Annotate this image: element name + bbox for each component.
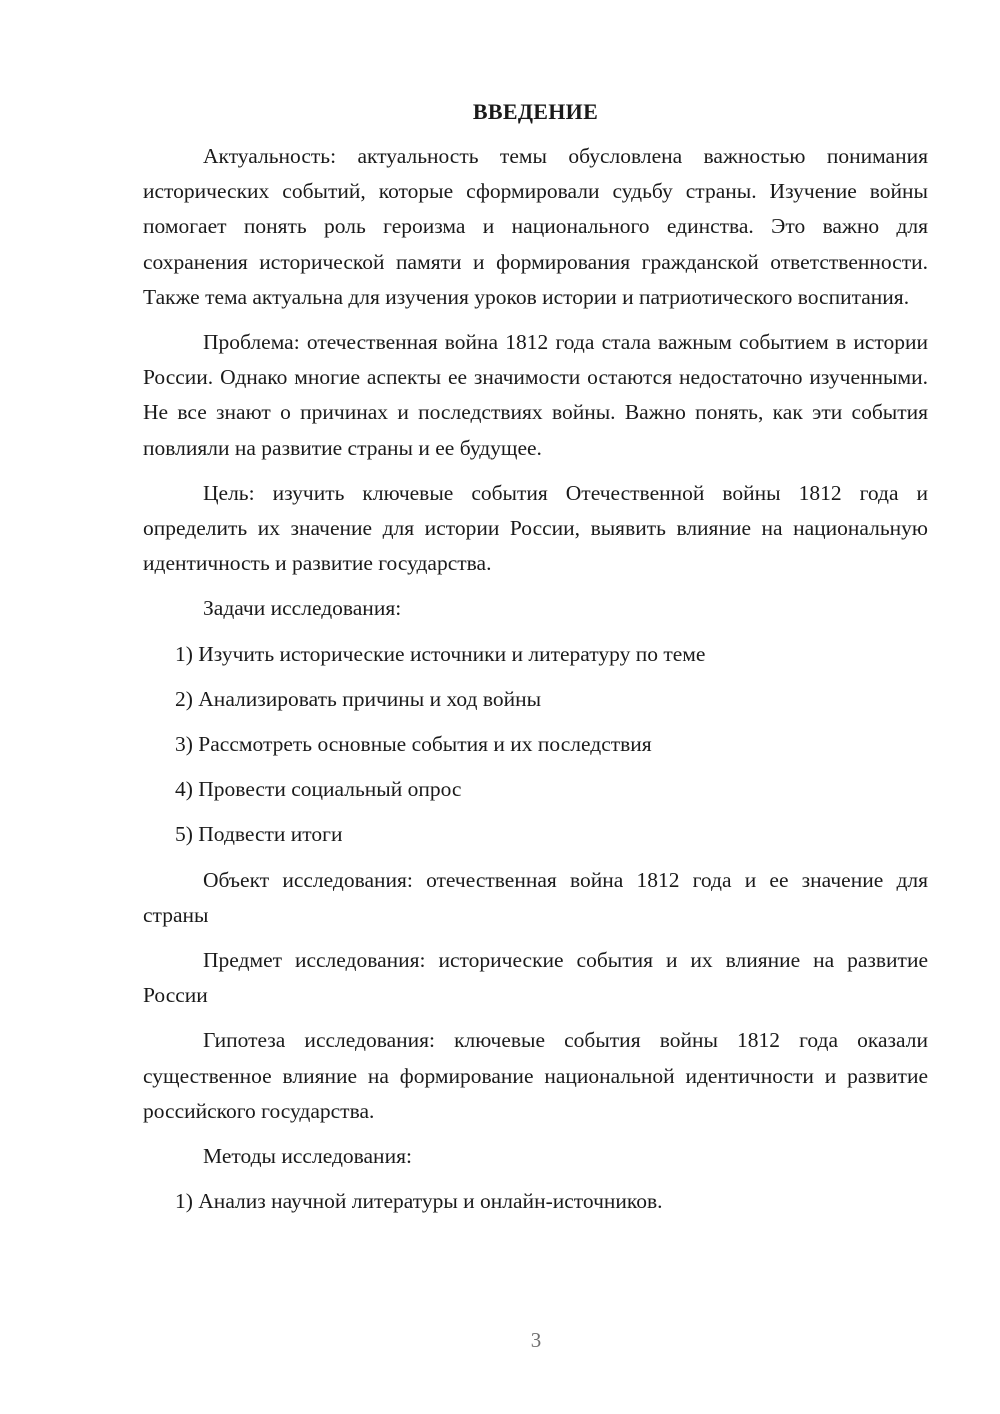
list-item: 3) Рассмотреть основные события и их последствия <box>175 732 652 757</box>
list-item: 5) Подвести итоги <box>175 822 343 847</box>
paragraph-hypothesis: Гипотеза исследования: ключевые события войны 1812 года оказали существенное влияние на формирование национальной идентичности и развитие российского государства. <box>143 1028 928 1123</box>
tasks-heading: Задачи исследования: <box>203 596 402 621</box>
list-item: 2) Анализировать причины и ход войны <box>175 686 542 711</box>
list-item: 1) Изучить исторические источники и литературу по теме <box>175 641 706 666</box>
paragraph-subject: Предмет исследования: исторические события и их влияние на развитие России <box>143 948 928 1008</box>
methods-list <box>143 1184 928 1219</box>
paragraph-goal: Цель: изучить ключевые события Отечественной войны 1812 года и определить их значение для истории России, выявить влияние на национальную идентичность и развитие государства. <box>143 480 928 576</box>
page-number: 3 <box>530 1328 542 1352</box>
list-item: 4) Провести социальный опрос <box>175 777 462 802</box>
paragraph-object: Объект исследования: отечественная война 1812 года и ее значение для страны <box>143 867 928 927</box>
paragraph-problem: Проблема: отечественная война 1812 года стала важным событием в истории России. Однако многие аспекты ее значимости остаются недостаточно изученными. Не все знают о причинах и последствиях войны. Важно понять, как эти события повлияли на развитие страны и ее будущее. <box>143 330 928 460</box>
list-item: 1) Анализ научной литературы и онлайн-источников. <box>175 1189 663 1214</box>
tasks-list <box>143 637 928 853</box>
page-content <box>143 94 928 1229</box>
page-title: ВВЕДЕНИЕ <box>472 99 599 124</box>
paragraph-relevance: Актуальность: актуальность темы обусловлена важностью понимания исторических событий, которые сформировали судьбу страны. Изучение войны помогает понять роль героизма и национального единства. Это важно для сохранения исторической памяти и формирования гражданской ответственности. Также тема актуальна для изучения уроков истории и патриотического воспитания. <box>143 144 928 309</box>
methods-heading: Методы исследования: <box>203 1144 412 1169</box>
